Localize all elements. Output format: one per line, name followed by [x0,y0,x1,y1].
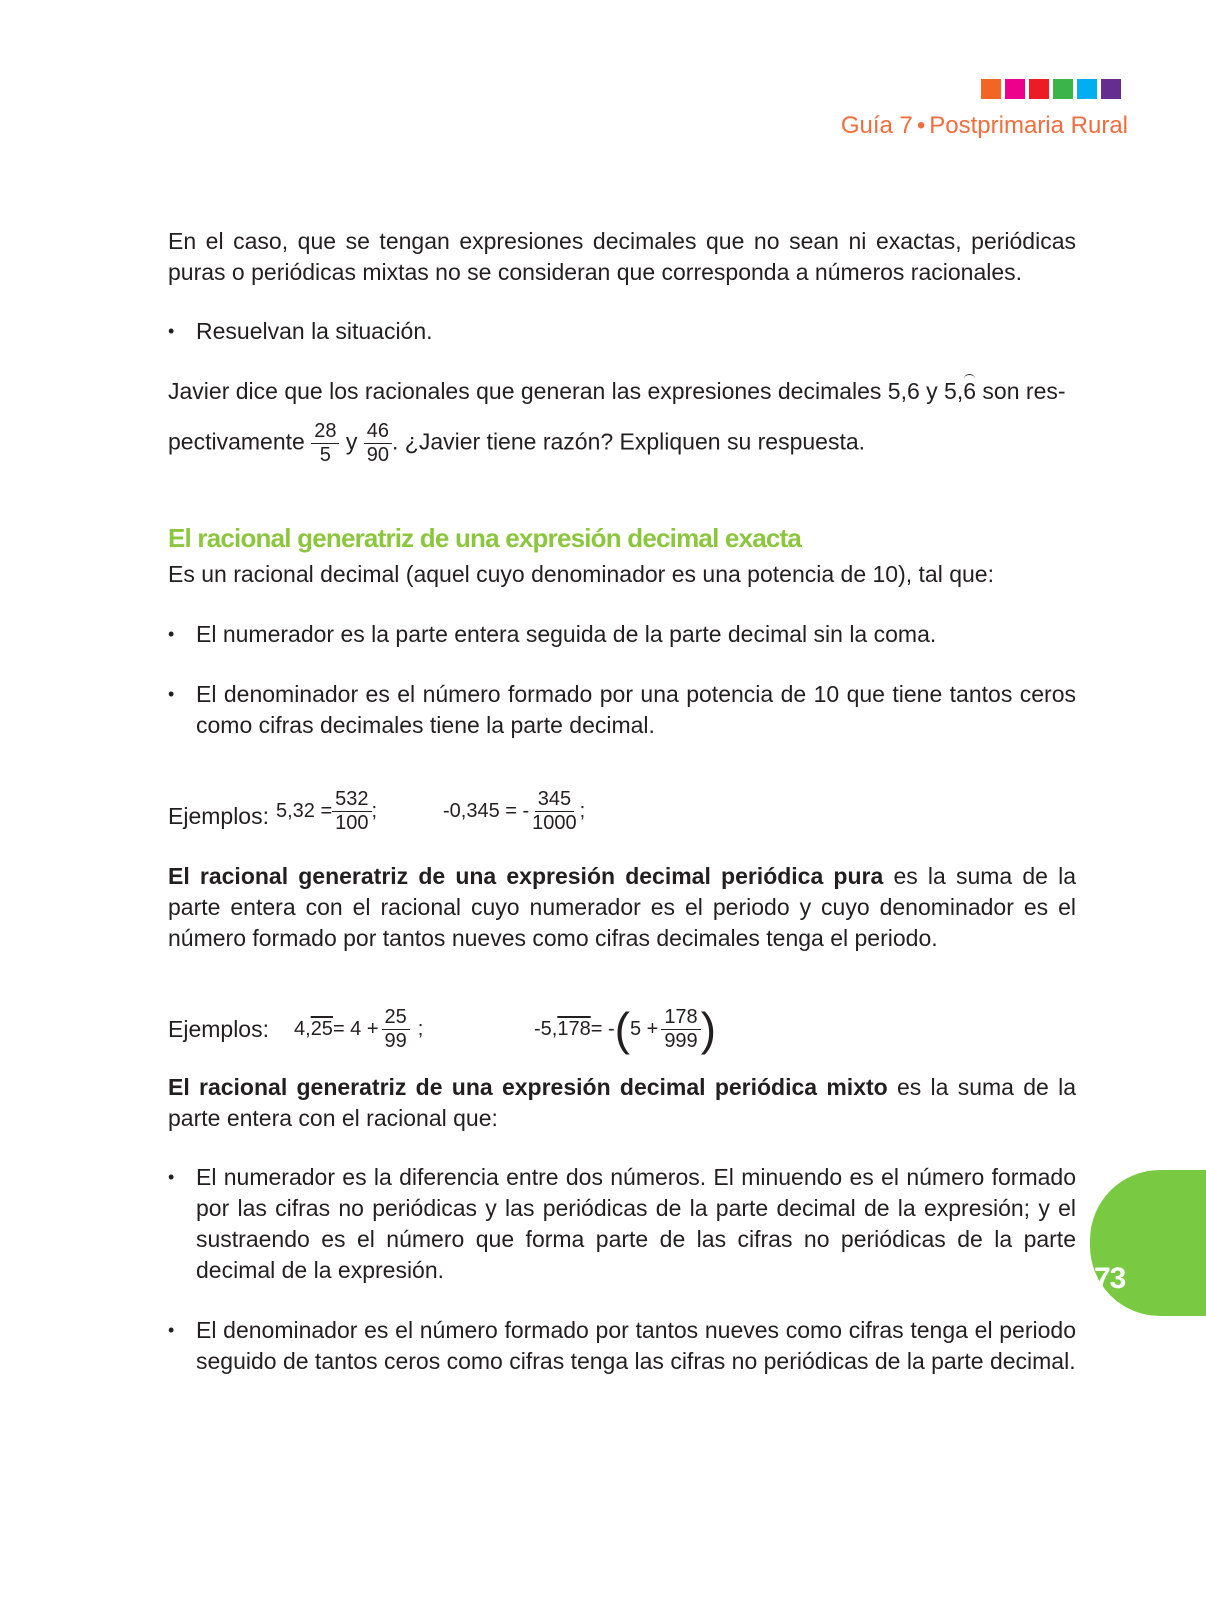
numerator: 28 [311,421,339,444]
pura-rest: es la suma de la parte entera con el racional cuyo numerador es el periodo y cuyo denominador es el número formado por tantos nueves como cifras decimales tenga el periodo. [168,863,1076,951]
math-text: -0,345 = - [443,800,530,822]
intro-paragraph: En el caso, que se tengan expresiones decimales que no sean ni exactas, periódicas puras o periódicas mixtas no se consideran que corresponda a números racionales. [168,228,1076,285]
mixta-bullet: • El denominador es el número formado por tantos nueves como cifras tenga el periodo seguido de tantos ceros como cifras tenga las cifras no periódicas de la parte decimal. [168,1315,1076,1377]
fraction-28-5 [311,421,339,466]
mixta-rest: es la suma de la parte entera con el racional que: [168,1074,1076,1131]
example-exact-2 [443,789,585,834]
numerator: 46 [364,421,392,444]
fraction-46-90 [364,421,392,466]
denominator: 100 [335,812,369,834]
math-text: ; [417,1017,424,1040]
mixta-paragraph [168,1072,1076,1134]
header-title [841,112,1128,140]
math-text: = 4 + [332,1017,379,1040]
math-text: ; [371,800,378,822]
numerator: 532 [332,789,371,812]
paren-close: ) [700,1003,717,1055]
period-overline: 178 [557,1017,591,1040]
javier-text: son res- [976,378,1066,404]
color-square [1005,79,1025,99]
javier-line-2 [168,421,1076,466]
color-square [1101,79,1121,99]
exacta-intro: Es un racional decimal (aquel cuyo denominador es una potencia de 10), tal que: [168,561,994,587]
section-heading-exacta: El racional generatriz de una expresión decimal exacta [168,523,802,553]
guide-label: Guía 7 [840,112,913,139]
math-text: 4, [294,1017,311,1040]
pura-examples [168,1000,1076,1064]
math-text: = - [590,1017,615,1040]
example-exact-1 [276,789,377,834]
exacta-examples [168,789,1076,849]
periodic-arc-digit: 6 [963,376,976,407]
color-square [981,79,1001,99]
example-pura-2 [534,1000,716,1058]
math-text: 5,32 = [276,800,333,822]
color-square [1077,79,1097,99]
math-text: -5, [534,1017,558,1040]
numerator: 345 [535,789,574,812]
denominator: 999 [664,1029,698,1052]
denominator: 99 [384,1029,407,1052]
javier-text: pectivamente [168,428,312,455]
pura-paragraph [168,861,1076,954]
header-separator: • [916,112,926,139]
exacta-bullet: • El numerador es la parte entera seguida de la parte decimal sin la coma. [168,619,1076,650]
period-overline: 25 [310,1017,333,1040]
javier-text: . ¿Javier tiene razón? Expliquen su respuesta. [391,428,866,455]
javier-text: Javier dice que los racionales que generan las expresiones decimales 5,6 y 5, [168,378,964,404]
fraction-532-100 [332,789,371,834]
mixta-bullet: • El numerador es la diferencia entre dos números. El minuendo es el número formado por las cifras no periódicas y las periódicas de la parte decimal de la expresión; y el sustraendo es el número que forma parte de las cifras no periódicas de la parte decimal de la expresión. [168,1162,1076,1286]
guide-subtitle: Postprimaria Rural [929,112,1128,139]
denominator: 5 [319,444,331,466]
paren-open: ( [614,1003,630,1055]
page-number: 73 [1094,1262,1126,1295]
javier-line-1 [168,376,1076,407]
fraction-345-1000 [529,789,580,834]
numerator: 25 [382,1007,410,1030]
denominator: 1000 [532,812,577,834]
math-text: ; [579,800,586,822]
example-pura-1 [294,1000,423,1058]
examples-label: Ejemplos: [168,1016,269,1042]
pura-bold: El racional generatriz de una expresión decimal periódica pura [168,863,884,889]
mixta-bold: El racional generatriz de una expresión decimal periódica mixto [168,1074,888,1100]
denominator: 90 [366,444,389,466]
fraction-25-99 [382,1007,410,1052]
exacta-bullet: • El denominador es el número formado por una potencia de 10 que tiene tantos ceros como cifras decimales tiene la parte decimal. [168,679,1076,741]
color-square [1029,79,1049,99]
numerator: 178 [661,1007,700,1030]
examples-label: Ejemplos: [168,803,269,829]
color-square [1053,79,1073,99]
color-squares [981,79,1121,99]
javier-text: y [339,428,364,455]
math-text: 5 + [629,1017,659,1040]
fraction-178-999 [661,1007,700,1052]
bullet-resuelvan: • Resuelvan la situación. [168,316,1076,347]
